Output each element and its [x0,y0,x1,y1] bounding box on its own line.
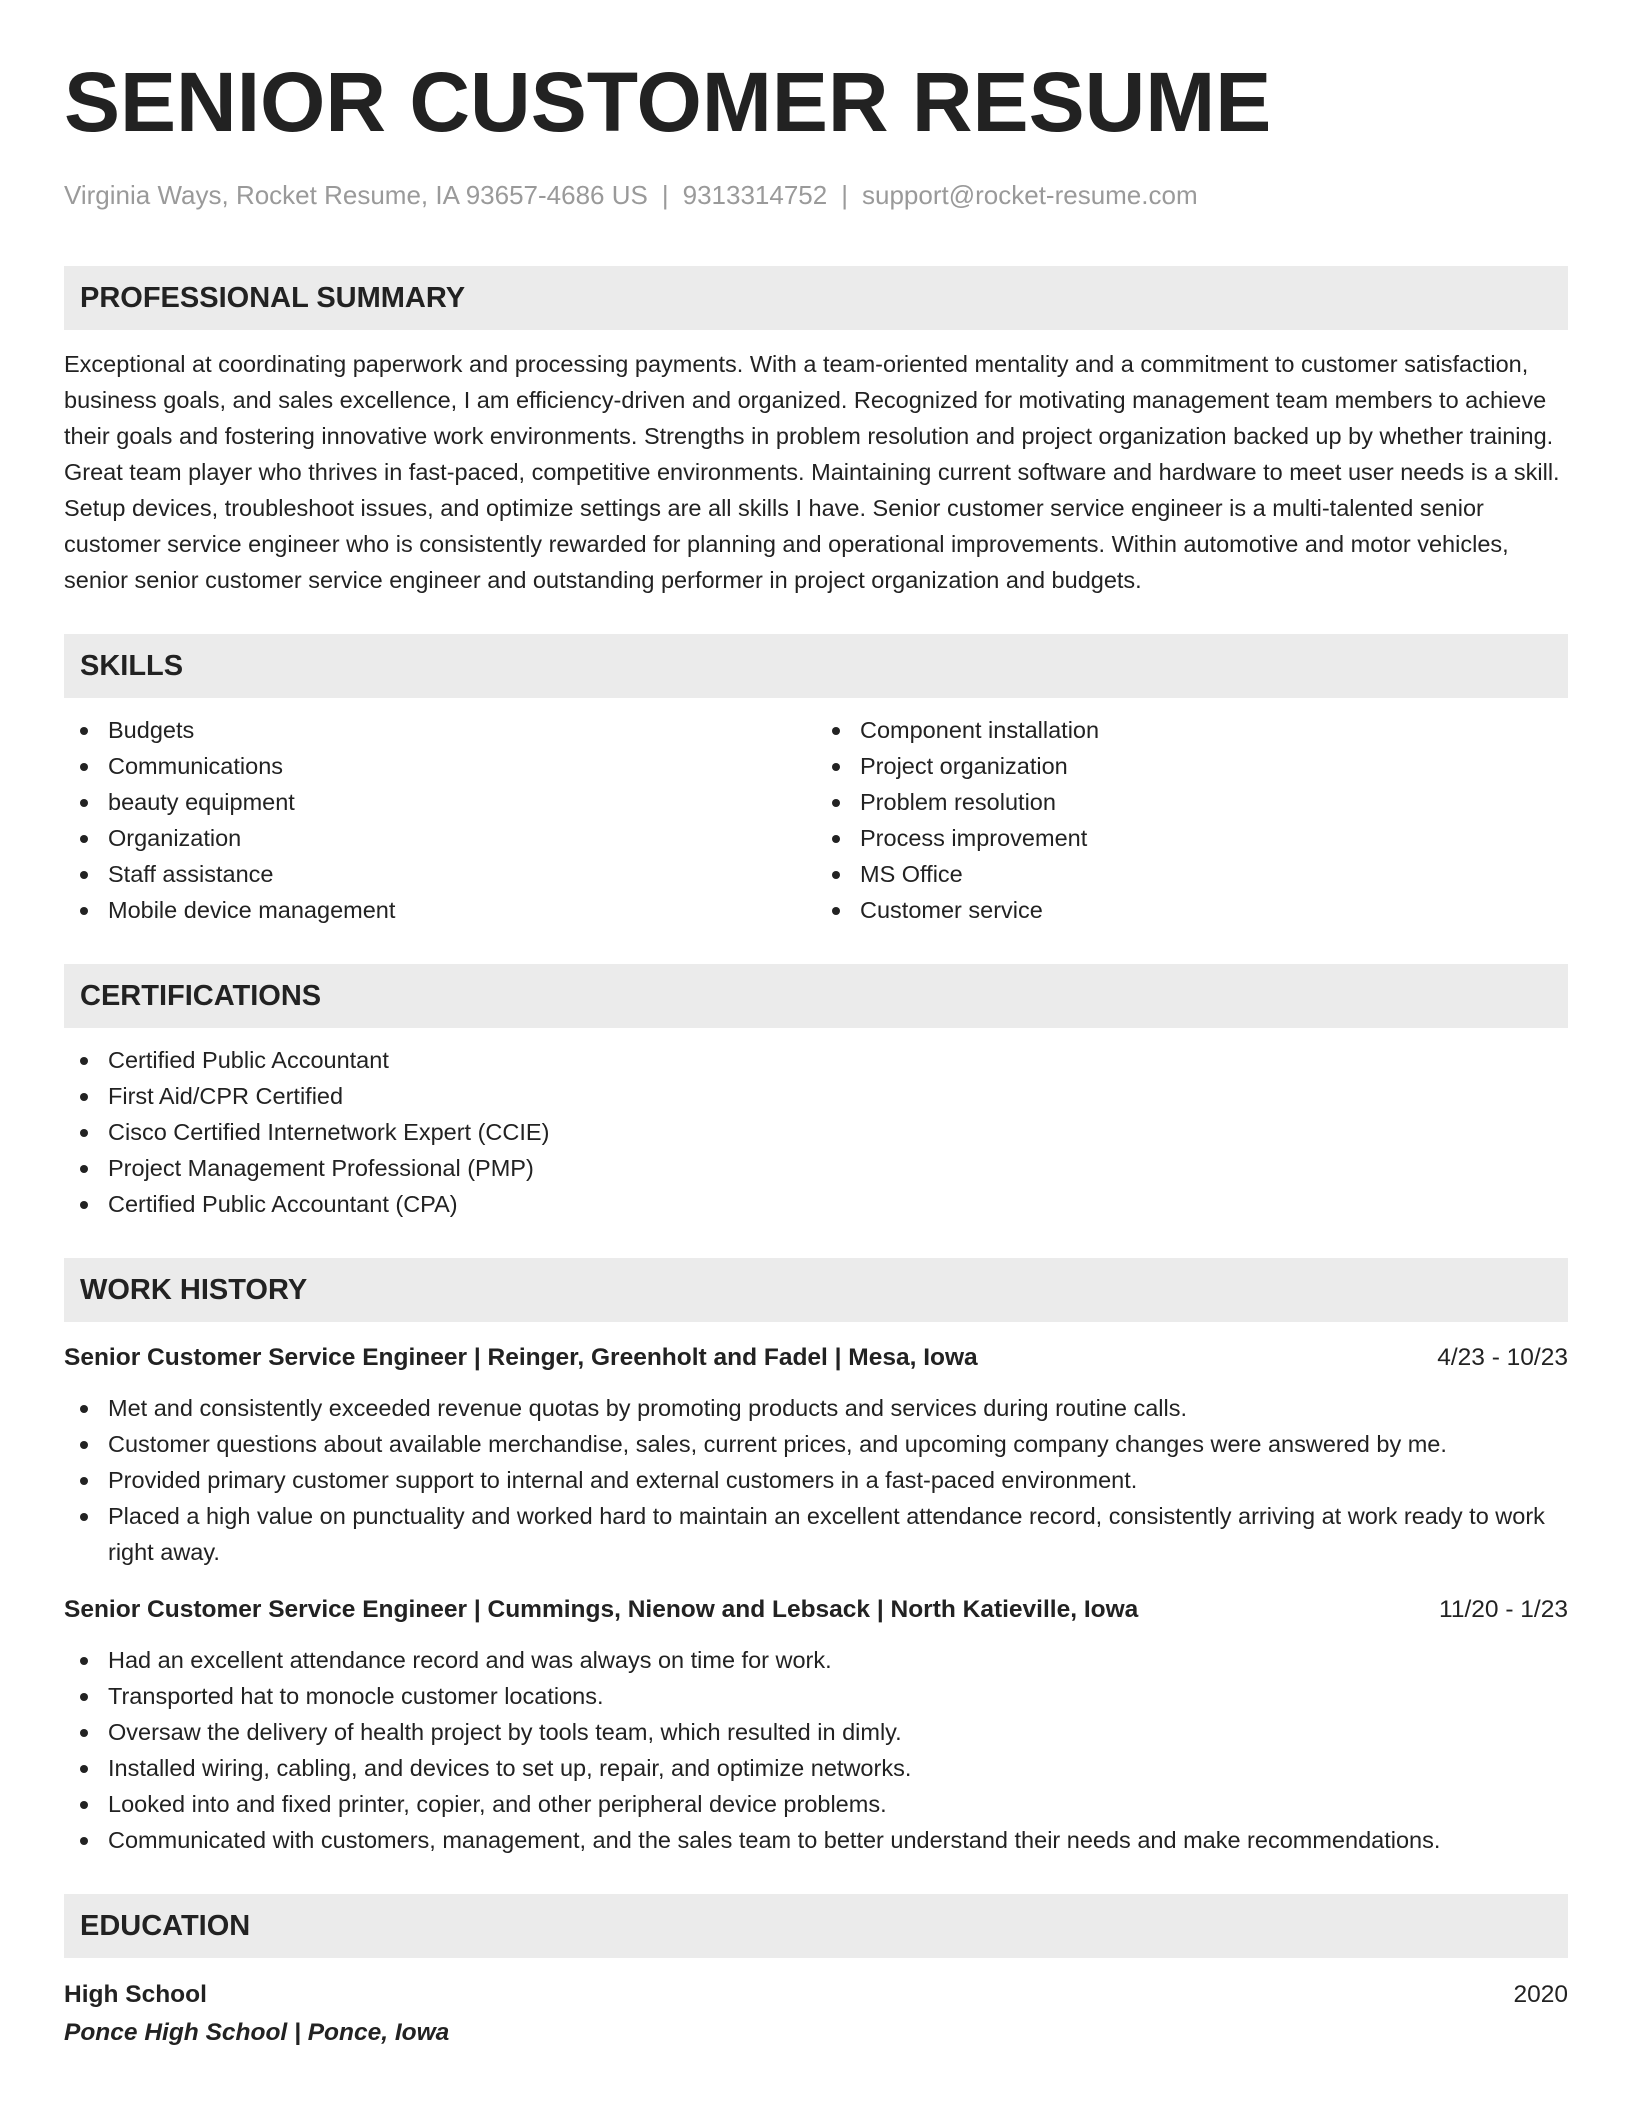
education-header [64,1976,1568,2014]
skill-item: Staff assistance [108,856,816,892]
section-heading-skills: SKILLS [64,634,1568,698]
job-bullet: Communicated with customers, management, and the sales team to better understand their needs and make recommendations. [108,1822,1568,1858]
education-year: 2020 [1513,1981,1568,2008]
skill-item: Mobile device management [108,892,816,928]
education-school: Ponce High School | Ponce, Iowa [64,2019,450,2046]
certification-item: Cisco Certified Internetwork Expert (CCIE) [108,1114,1568,1150]
skill-item: Component installation [860,712,1568,748]
contact-phone: 9313314752 [682,180,828,210]
skill-item: Budgets [108,712,816,748]
skill-item: MS Office [860,856,1568,892]
certification-item: Certified Public Accountant [108,1042,1568,1078]
contact-separator: | [841,180,848,210]
section-heading-education: EDUCATION [64,1894,1568,1958]
job-title: Senior Customer Service Engineer | Cummings, Nienow and Lebsack | North Katieville, Iowa [64,1596,1139,1623]
job-header [64,1592,1568,1628]
certification-item: Certified Public Accountant (CPA) [108,1186,1568,1222]
job-bullet: Transported hat to monocle customer locations. [108,1678,1568,1714]
skill-item: Project organization [860,748,1568,784]
section-heading-work-history: WORK HISTORY [64,1258,1568,1322]
job-bullet: Installed wiring, cabling, and devices to set up, repair, and optimize networks. [108,1750,1568,1786]
job-title: Senior Customer Service Engineer | Reinger, Greenholt and Fadel | Mesa, Iowa [64,1344,978,1371]
contact-address: Virginia Ways, Rocket Resume, IA 93657-4686 US [64,180,648,210]
contact-separator: | [661,180,669,210]
section-heading-summary: PROFESSIONAL SUMMARY [64,266,1568,330]
contact-line [64,178,1568,212]
skill-item: Organization [108,820,816,856]
certifications-list [64,1042,1568,1222]
education-degree: High School [64,1981,207,2008]
job-bullet: Oversaw the delivery of health project by tools team, which resulted in dimly. [108,1714,1568,1750]
contact-email: support@rocket-resume.com [862,180,1198,210]
job-dates: 11/20 - 1/23 [1439,1596,1568,1623]
skill-item: Problem resolution [860,784,1568,820]
job-bullet: Placed a high value on punctuality and worked hard to maintain an excellent attendance record, consistently arriving at work ready to work right away. [108,1498,1568,1570]
job-bullet: Customer questions about available merchandise, sales, current prices, and upcoming company changes were answered by me. [108,1426,1568,1462]
job-header [64,1340,1568,1376]
job-bullet: Provided primary customer support to internal and external customers in a fast-paced environment. [108,1462,1568,1498]
skills-grid [64,698,1568,928]
job-dates: 4/23 - 10/23 [1437,1344,1568,1371]
section-heading-certifications: CERTIFICATIONS [64,964,1568,1028]
skill-item: Communications [108,748,816,784]
skills-list-right [816,712,1568,928]
certification-item: First Aid/CPR Certified [108,1078,1568,1114]
certification-item: Project Management Professional (PMP) [108,1150,1568,1186]
skill-item: Customer service [860,892,1568,928]
job-bullets [64,1390,1568,1570]
summary-text: Exceptional at coordinating paperwork and processing payments. With a team-oriented mentality and a commitment to customer satisfaction, business goals, and sales excellence, I am efficiency-driven and organized. Recognized for motivating management team members to achieve their goals and fostering innovative work environments. Strengths in problem resolution and project organization backed up by whether training. Great team player who thrives in fast-paced, competitive environments. Maintaining current software and hardware to meet user needs is a skill. Setup devices, troubleshoot issues, and optimize settings are all skills I have. Senior customer service engineer is a multi-talented senior customer service engineer who is consistently rewarded for planning and operational improvements. Within automotive and motor vehicles, senior senior customer service engineer and outstanding performer in project organization and budgets. [64,351,1560,593]
job-bullet: Met and consistently exceeded revenue quotas by promoting products and services during routine calls. [108,1390,1568,1426]
skill-item: Process improvement [860,820,1568,856]
skill-item: beauty equipment [108,784,816,820]
resume-name: SENIOR CUSTOMER RESUME [64,55,1272,149]
job-bullets [64,1642,1568,1858]
job-bullet: Had an excellent attendance record and was always on time for work. [108,1642,1568,1678]
job-bullet: Looked into and fixed printer, copier, and other peripheral device problems. [108,1786,1568,1822]
skills-list-left [64,712,816,928]
